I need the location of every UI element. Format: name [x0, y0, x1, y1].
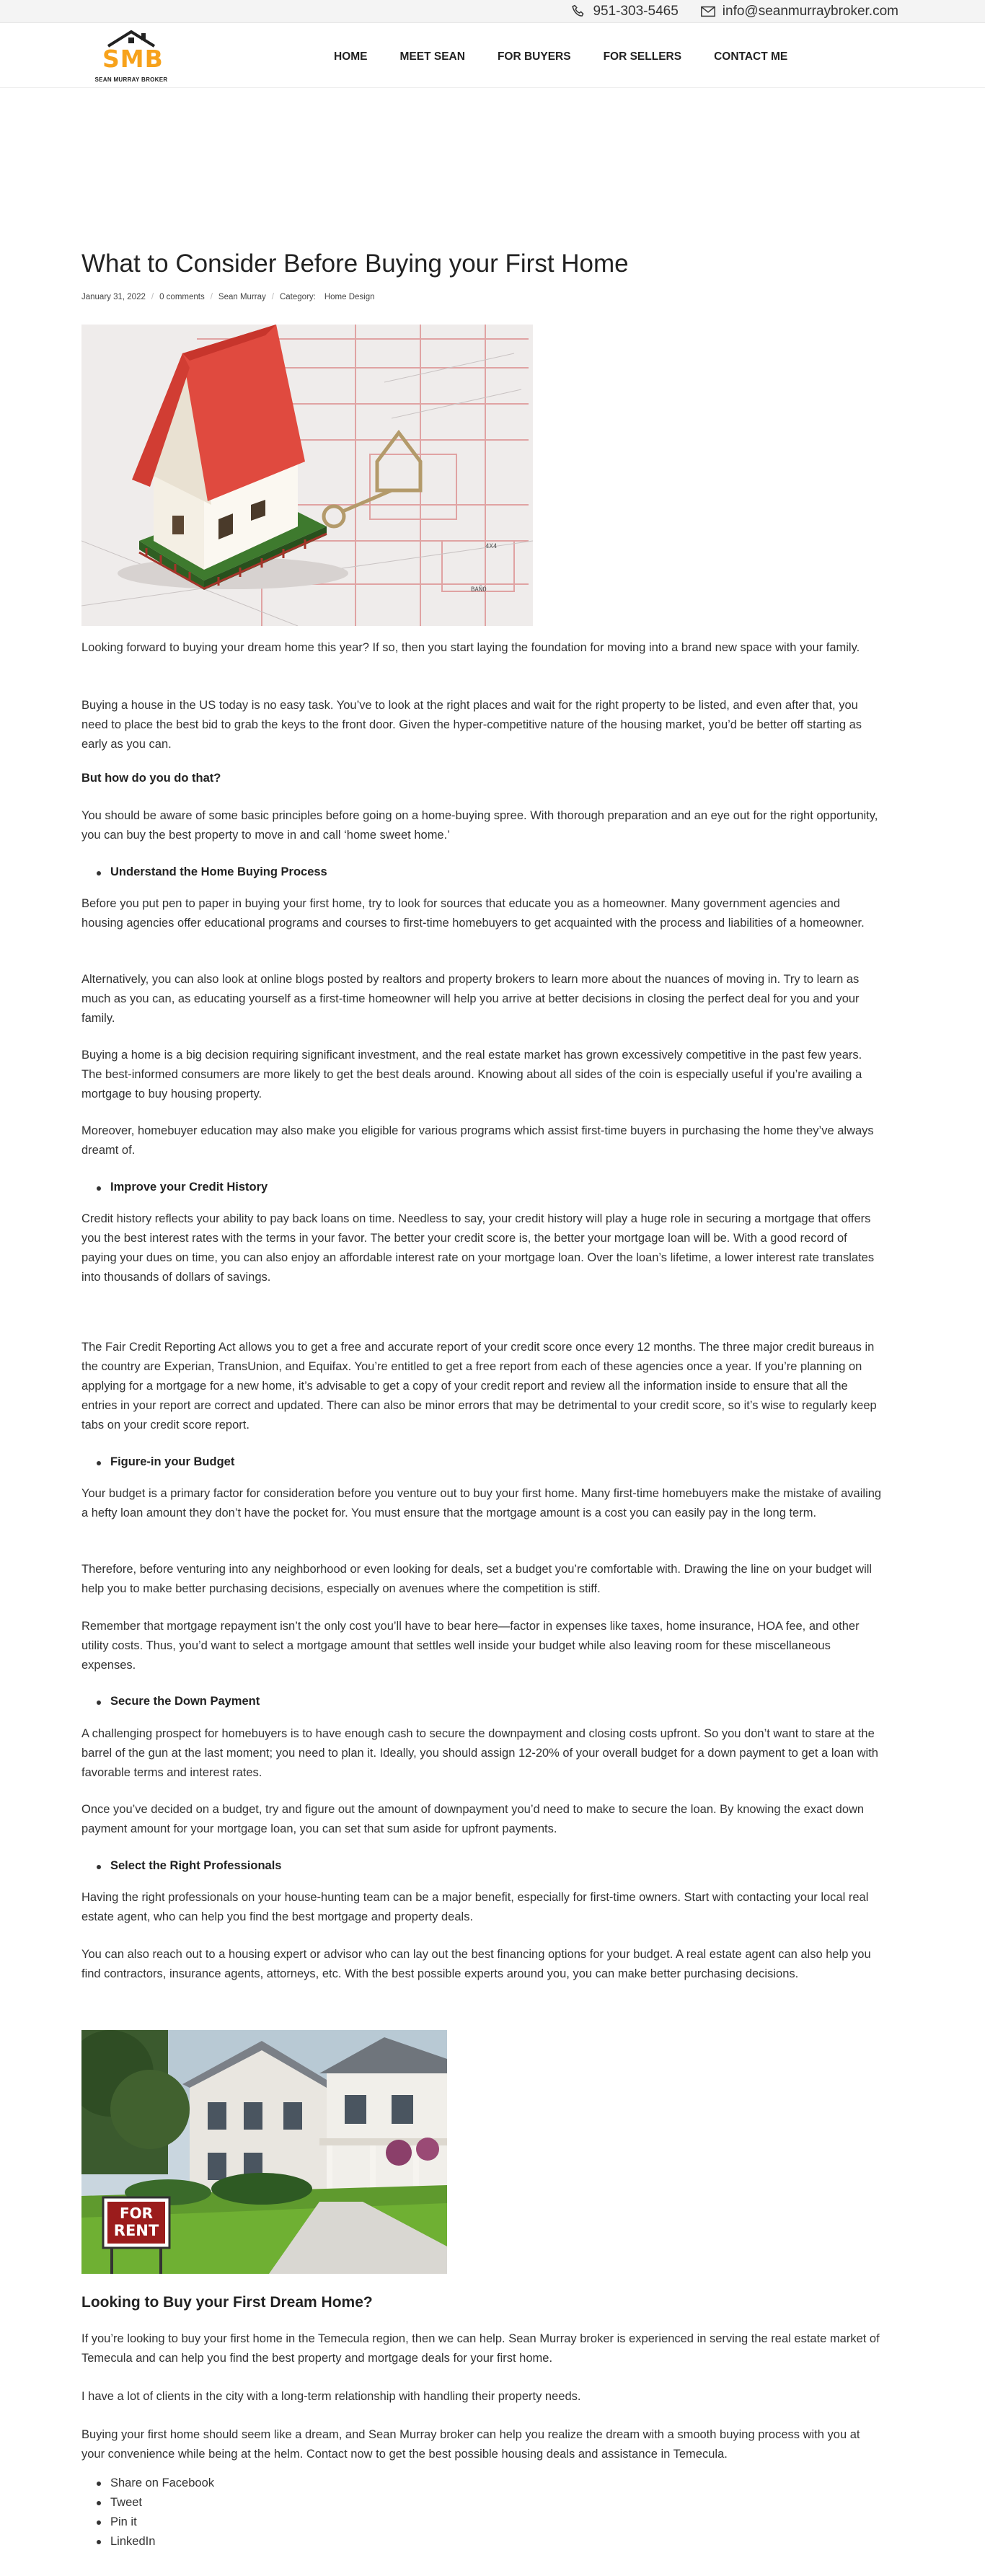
bullet-heading: Figure-in your Budget	[110, 1455, 235, 1468]
phone-icon	[570, 4, 586, 19]
email-link[interactable]	[700, 4, 898, 19]
phone-link[interactable]	[570, 4, 678, 19]
nav-meet-sean[interactable]: MEET SEAN	[399, 50, 465, 63]
bullet-heading: Secure the Down Payment	[110, 1695, 260, 1708]
paragraph: You should be aware of some basic principles before going on a home-buying spree. With thorough preparation and an eye out for the right opportunity, you can buy the best property to move in and call ‘home sweet home.’	[81, 809, 878, 842]
paragraph: Remember that mortgage repayment isn’t the only cost you’ll have to bear here—factor in expenses like taxes, home insurance, HOA fee, and other utility costs. Thus, you’d want to select a mortgage amount that settles well inside your budget while also leaving room for these miscellaneous expenses.	[81, 1620, 860, 1672]
svg-text:BAÑO: BAÑO	[471, 586, 487, 594]
paragraph: The Fair Credit Reporting Act allows you to get a free and accurate report of your credit score once every 12 months. The three major credit bureaus in the country are Experian, TransUnion, and Equifax. You’re entitled to get a free report from each of these agencies once a year. If you’re planning on applying for a mortgage for a new home, it’s advisable to get a copy of your credit report and review all the information inside to ensure that all the entries in your report are correct and updated. There can also be minor errors that may be detrimental to your credit score, so it’s wise to regularly keep tabs on your credit score report.	[81, 1341, 877, 1432]
featured-image-house-model	[81, 325, 533, 626]
share-facebook-link[interactable]: Share on Facebook	[110, 2474, 214, 2493]
top-contact-bar	[0, 0, 985, 23]
sign-line-for: FOR	[119, 2205, 154, 2222]
section-heading: Looking to Buy your First Dream Home?	[81, 2294, 373, 2311]
share-pinterest-link[interactable]: Pin it	[110, 2513, 214, 2532]
paragraph: Alternatively, you can also look at online blogs posted by realtors and property brokers to learn more about the nuances of moving in. Try to learn as much as you can, as educating yourself as a first-time homeowner will help you arrive at better decisions in closing the perfect deal for you and your family.	[81, 973, 860, 1025]
meta-separator: /	[210, 293, 213, 301]
main-nav	[334, 50, 820, 63]
paragraph: Buying a house in the US today is no easy task. You’ve to look at the right places and wait for the right property to be listed, and even after that, you need to place the best bid to grab the keys to the front door. Given the hyper-competitive nature of the housing market, you’d be better off starting as early as you can.	[81, 699, 862, 751]
paragraph: A challenging prospect for homebuyers is to have enough cash to secure the downpayment and closing costs upfront. So you don’t want to stare at the barrel of the gun at the last moment; you need to plan it. Ideally, you should assign 12-20% of your overall budget for a down payment to get a loan with favorable terms and interest rates.	[81, 1727, 878, 1779]
paragraph: Having the right professionals on your house-hunting team can be a major benefit, especially for first-time owners. Start with contacting your local real estate agent, who can help you find the best mortgage and property deals.	[81, 1891, 869, 1923]
nav-home[interactable]: HOME	[334, 50, 368, 63]
bullet-heading: Understand the Home Buying Process	[110, 865, 327, 878]
for-rent-sign-text	[107, 2205, 165, 2239]
bullet-heading: Select the Right Professionals	[110, 1859, 282, 1872]
paragraph: Buying a home is a big decision requiring significant investment, and the real estate market has grown excessively competitive in the past few years. The best-informed consumers are more likely to get the best deals around. Knowing about all sides of the coin is especially useful if you’re availing a mortgage to buy housing property.	[81, 1049, 862, 1100]
paragraph: Credit history reflects your ability to pay back loans on time. Needless to say, your credit history will play a huge role in securing a mortgage that offers you the best interest rates with the terms in your favor. The better your credit score is, the better your mortgage loan will be. With a good record of paying your dues on time, you can also enjoy an affordable interest rate on your mortgage loan. Over the loan’s lifetime, a lower interest rate translates into thousands of dollars of savings.	[81, 1212, 875, 1284]
email-address: info@seanmurraybroker.com	[722, 4, 898, 19]
envelope-icon	[700, 5, 716, 18]
nav-contact-me[interactable]: CONTACT ME	[714, 50, 788, 63]
bullet-heading: Improve your Credit History	[110, 1181, 268, 1194]
post-author[interactable]: Sean Murray	[218, 293, 266, 301]
site-header	[0, 23, 985, 88]
logo-mark: SMB	[102, 45, 164, 73]
meta-separator: /	[271, 293, 274, 301]
contact-info	[570, 4, 898, 19]
paragraph: Your budget is a primary factor for consideration before you venture out to buy your first home. Many first-time homebuyers make the mistake of availing a hefty loan amount they don’t have the pocket for. You must ensure that the mortgage amount is a cost you can easily pay in the long term.	[81, 1487, 882, 1519]
paragraph: Moreover, homebuyer education may also make you eligible for various programs which assist first-time buyers in purchasing the home they’ve always dreamt of.	[81, 1124, 874, 1157]
svg-text:4X4: 4X4	[485, 543, 498, 550]
paragraph: Once you’ve decided on a budget, try and figure out the amount of downpayment you’d need to make to secure the loan. By knowing the exact down payment amount for your mortgage loan, you can set that sum aside for upfront payments.	[81, 1803, 865, 1835]
paragraph: Therefore, before venturing into any neighborhood or even looking for deals, set a budget you’re comfortable with. Drawing the line on your budget will help you to make better purchasing decisions, especially on avenues where the competition is stiff.	[81, 1563, 873, 1595]
image-house-for-rent	[81, 2030, 447, 2274]
share-tweet-link[interactable]: Tweet	[110, 2493, 214, 2513]
post-date[interactable]: January 31, 2022	[81, 293, 146, 301]
post-category[interactable]: Home Design	[324, 293, 375, 301]
paragraph: If you’re looking to buy your first home in the Temecula region, then we can help. Sean Murray broker is experienced in serving the real estate market of Temecula and can help you find the best property and mortgage deals for your first home.	[81, 2332, 880, 2365]
share-links	[110, 2474, 214, 2551]
subheading-how: But how do you do that?	[81, 772, 221, 785]
share-linkedin-link[interactable]: LinkedIn	[110, 2532, 214, 2551]
meta-separator: /	[151, 293, 154, 301]
paragraph: You can also reach out to a housing expert or advisor who can lay out the best financing options for your budget. A real estate agent can also help you find contractors, insurance agents, attorneys, etc. With the best possible experts around you, you can make better purchasing decisions.	[81, 1948, 871, 1980]
paragraph: Looking forward to buying your dream home this year? If so, then you start laying the foundation for moving into a brand new space with your family.	[81, 641, 860, 654]
post-title: What to Consider Before Buying your First Home	[81, 250, 629, 278]
post-category-label: Category:	[279, 293, 316, 301]
nav-for-buyers[interactable]: FOR BUYERS	[497, 50, 571, 63]
paragraph: Before you put pen to paper in buying your first home, try to look for sources that educate you as a homeowner. Many government agencies and housing agencies offer educational programs and courses to first-time homebuyers to get acquainted with the process and liabilities of a homeowner.	[81, 897, 865, 930]
nav-for-sellers[interactable]: FOR SELLERS	[603, 50, 682, 63]
post-comments[interactable]: 0 comments	[159, 293, 205, 301]
post-meta	[81, 293, 375, 301]
site-logo[interactable]	[94, 29, 169, 84]
logo-subtitle: SEAN MURRAY BROKER	[94, 76, 168, 83]
paragraph: Buying your first home should seem like a dream, and Sean Murray broker can help you realize the dream with a smooth buying process with you at your convenience while being at the helm. Contact now to get the best possible housing deals and assistance in Temecula.	[81, 2428, 860, 2461]
sign-line-rent: RENT	[113, 2222, 159, 2239]
phone-number: 951-303-5465	[593, 4, 679, 19]
paragraph: I have a lot of clients in the city with a long-term relationship with handling their property needs.	[81, 2390, 581, 2403]
